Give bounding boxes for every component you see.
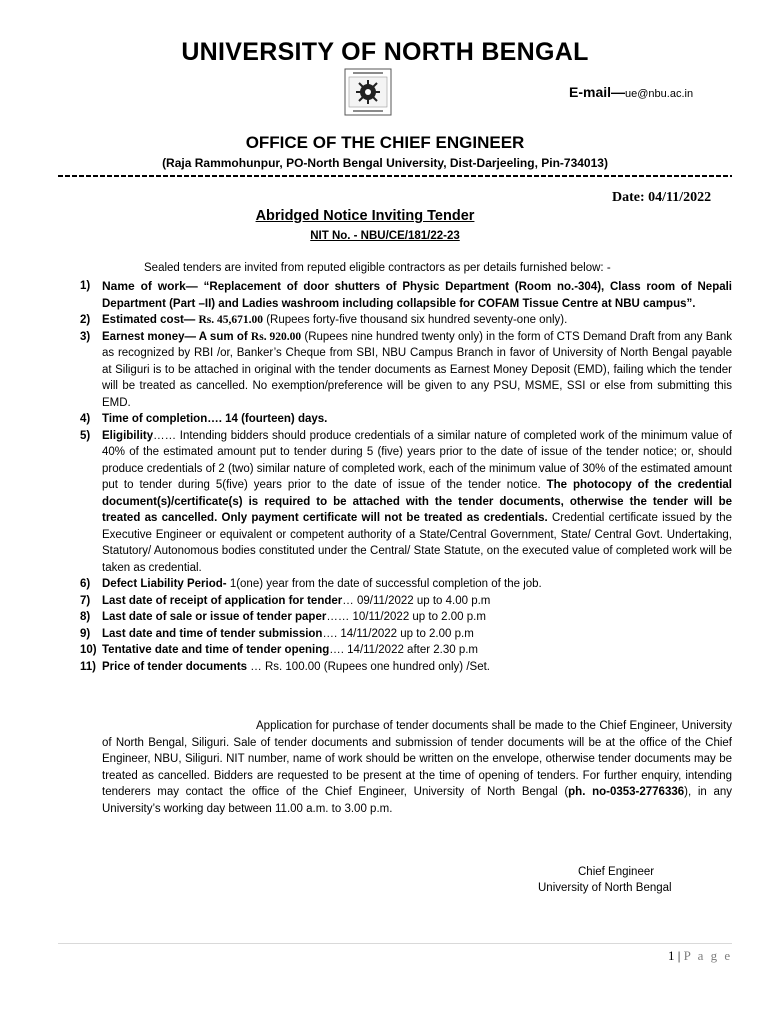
item-text: … 09/11/2022 up to 4.00 p.m (342, 594, 491, 607)
item-number: 2) (80, 314, 91, 326)
item-label: Time of completion…. 14 (fourteen) days. (102, 413, 328, 425)
signatory-title: Chief Engineer (578, 866, 655, 878)
item-label: Last date and time of tender submission (102, 627, 323, 640)
item-label: Eligibility (102, 429, 154, 442)
item-text: (Rupees nine hundred twenty only) in the form of CTS Demand Draft from any Bank as recognized by RBI /or, Banker’s Cheque from SBI, NBU Campus Branch in favor of University of North Bengal payable at Siliguri is to be attached in original with the tender documents as Earnest Money Deposit (EMD), failing which the tender will be treated as cancelled. No exemption/preference will be given to any PSU, MSME, SSI or else from submitting this EMD. (102, 330, 732, 409)
item-label: Tentative date and time of tender opening (102, 644, 330, 656)
item-text: “Replacement of door shutters of Physic Department (Room no.-304), Class room of Nepali Department (Part –II) and Ladies washroom including collapsible for COFAM Tissue Centre at NBU campus”. (102, 281, 733, 310)
item-number: 4) (80, 413, 91, 425)
office-title: OFFICE OF THE CHIEF ENGINEER (245, 133, 525, 152)
item-number: 8) (80, 611, 91, 623)
nit-number: NIT No. - NBU/CE/181/22-23 (310, 230, 460, 242)
item-number: 3) (80, 330, 91, 343)
item-number: 1) (80, 280, 91, 292)
page-number (668, 948, 732, 964)
list-item (80, 312, 732, 329)
item-label: Last date of sale or issue of tender paper (102, 611, 327, 623)
item-label: Price of tender documents (102, 660, 248, 673)
list-item (80, 428, 732, 577)
footer-divider (58, 943, 732, 944)
notice-intro: Sealed tenders are invited from reputed eligible contractors as per details furnished below: - (144, 262, 611, 274)
notice-title: Abridged Notice Inviting Tender (255, 208, 475, 224)
item-number: 7) (80, 594, 91, 607)
email-address[interactable]: ue@nbu.ac.in (625, 88, 694, 100)
item-amount: Rs. 920.00 (250, 330, 302, 343)
tender-details-list (80, 278, 732, 675)
office-address: (Raja Rammohunpur, PO-North Bengal University, Dist-Darjeeling, Pin-734013) (162, 156, 608, 170)
list-item (80, 593, 732, 610)
item-text: …… Intending bidders should produce credentials of a similar nature of completed work of the minimum value of 40% of the estimated amount put to tender during 5 (five) years prior to the date of issue of the tender notice; or, should produce credentials of 2 (two) similar nature of completed work, each of the minimum value of 30% of the estimated amount put to tender during 5(five) years prior to the date of issue of the tender notice. (102, 429, 732, 491)
page-sep: | (674, 948, 684, 963)
item-amount: Rs. 45,671.00 (198, 314, 264, 326)
page-num: 1 (668, 948, 675, 963)
application-text: Application for purchase of tender documents shall be made to the Chief Engineer, University of North Bengal, Siliguri. Sale of tender documents and submission of tender documents will be at the office of the Chief Engineer, NBU, Siliguri. NIT number, name of work should be written on the envelope, otherwise tender documents may be treated as cancelled. Bidders are requested to be present at the time of opening of tenders. For further enquiry, intending tenderers may contact the office of the Chief Engineer, University of North Bengal ( (102, 720, 732, 798)
email-label: E-mail— (569, 84, 626, 100)
item-text: (Rupees forty-five thousand six hundred seventy-one only). (263, 314, 568, 326)
item-label: Defect Liability Period- (102, 578, 230, 590)
item-label: Estimated cost— (102, 314, 199, 326)
item-text-continued: Credential certificate issued by the Executive Engineer or equivalent or competent authority of a State/Central Government, State/ Central Govt. Undertaking, Statutory/ Autonomous bodies constituted under the Central/ State Statute, on the executed value of completed work will be taken as credential. (102, 512, 732, 574)
page-label: P a g e (683, 948, 733, 963)
item-label: Name of work— (102, 279, 204, 293)
university-logo (344, 68, 392, 116)
item-text: 1(one) year from the date of successful completion of the job. (229, 578, 542, 590)
item-bold-text: The photocopy of the credential document(s)/certificate(s) is required to be attached with the tender documents, otherwise the tender will be treated as cancelled. Only payment certificate will not be treated as credentials. (102, 479, 732, 524)
application-text-end: ), in any University’s working day between 11.00 a.m. to 3.00 p.m. (102, 786, 732, 815)
list-item (80, 278, 732, 312)
university-title: UNIVERSITY OF NORTH BENGAL (181, 38, 589, 66)
signatory-organization: University of North Bengal (538, 882, 672, 894)
item-text: …… 10/11/2022 up to 2.00 p.m (326, 611, 486, 623)
application-paragraph (102, 718, 732, 817)
contact-phone: ph. no-0353-2776336 (568, 786, 685, 798)
list-item (80, 609, 732, 626)
item-number: 9) (80, 627, 91, 640)
item-number: 10) (80, 644, 97, 656)
item-label: Last date of receipt of application for tender (102, 594, 343, 607)
list-item (80, 642, 732, 659)
item-number: 6) (80, 578, 91, 590)
item-text: …. 14/11/2022 after 2.30 p.m (329, 644, 479, 656)
dashed-divider (58, 173, 732, 179)
list-item (80, 411, 732, 428)
item-number: 11) (80, 660, 96, 673)
item-label: Earnest money— A sum of (102, 330, 251, 343)
list-item (80, 576, 732, 593)
item-text: …. 14/11/2022 up to 2.00 p.m (322, 627, 474, 640)
email-line (569, 84, 693, 100)
notice-date: Date: 04/11/2022 (612, 190, 712, 205)
list-item (80, 329, 732, 412)
list-item (80, 659, 732, 676)
list-item (80, 626, 732, 643)
item-text: … Rs. 100.00 (Rupees one hundred only) /Set. (247, 660, 490, 673)
item-number: 5) (80, 429, 91, 442)
